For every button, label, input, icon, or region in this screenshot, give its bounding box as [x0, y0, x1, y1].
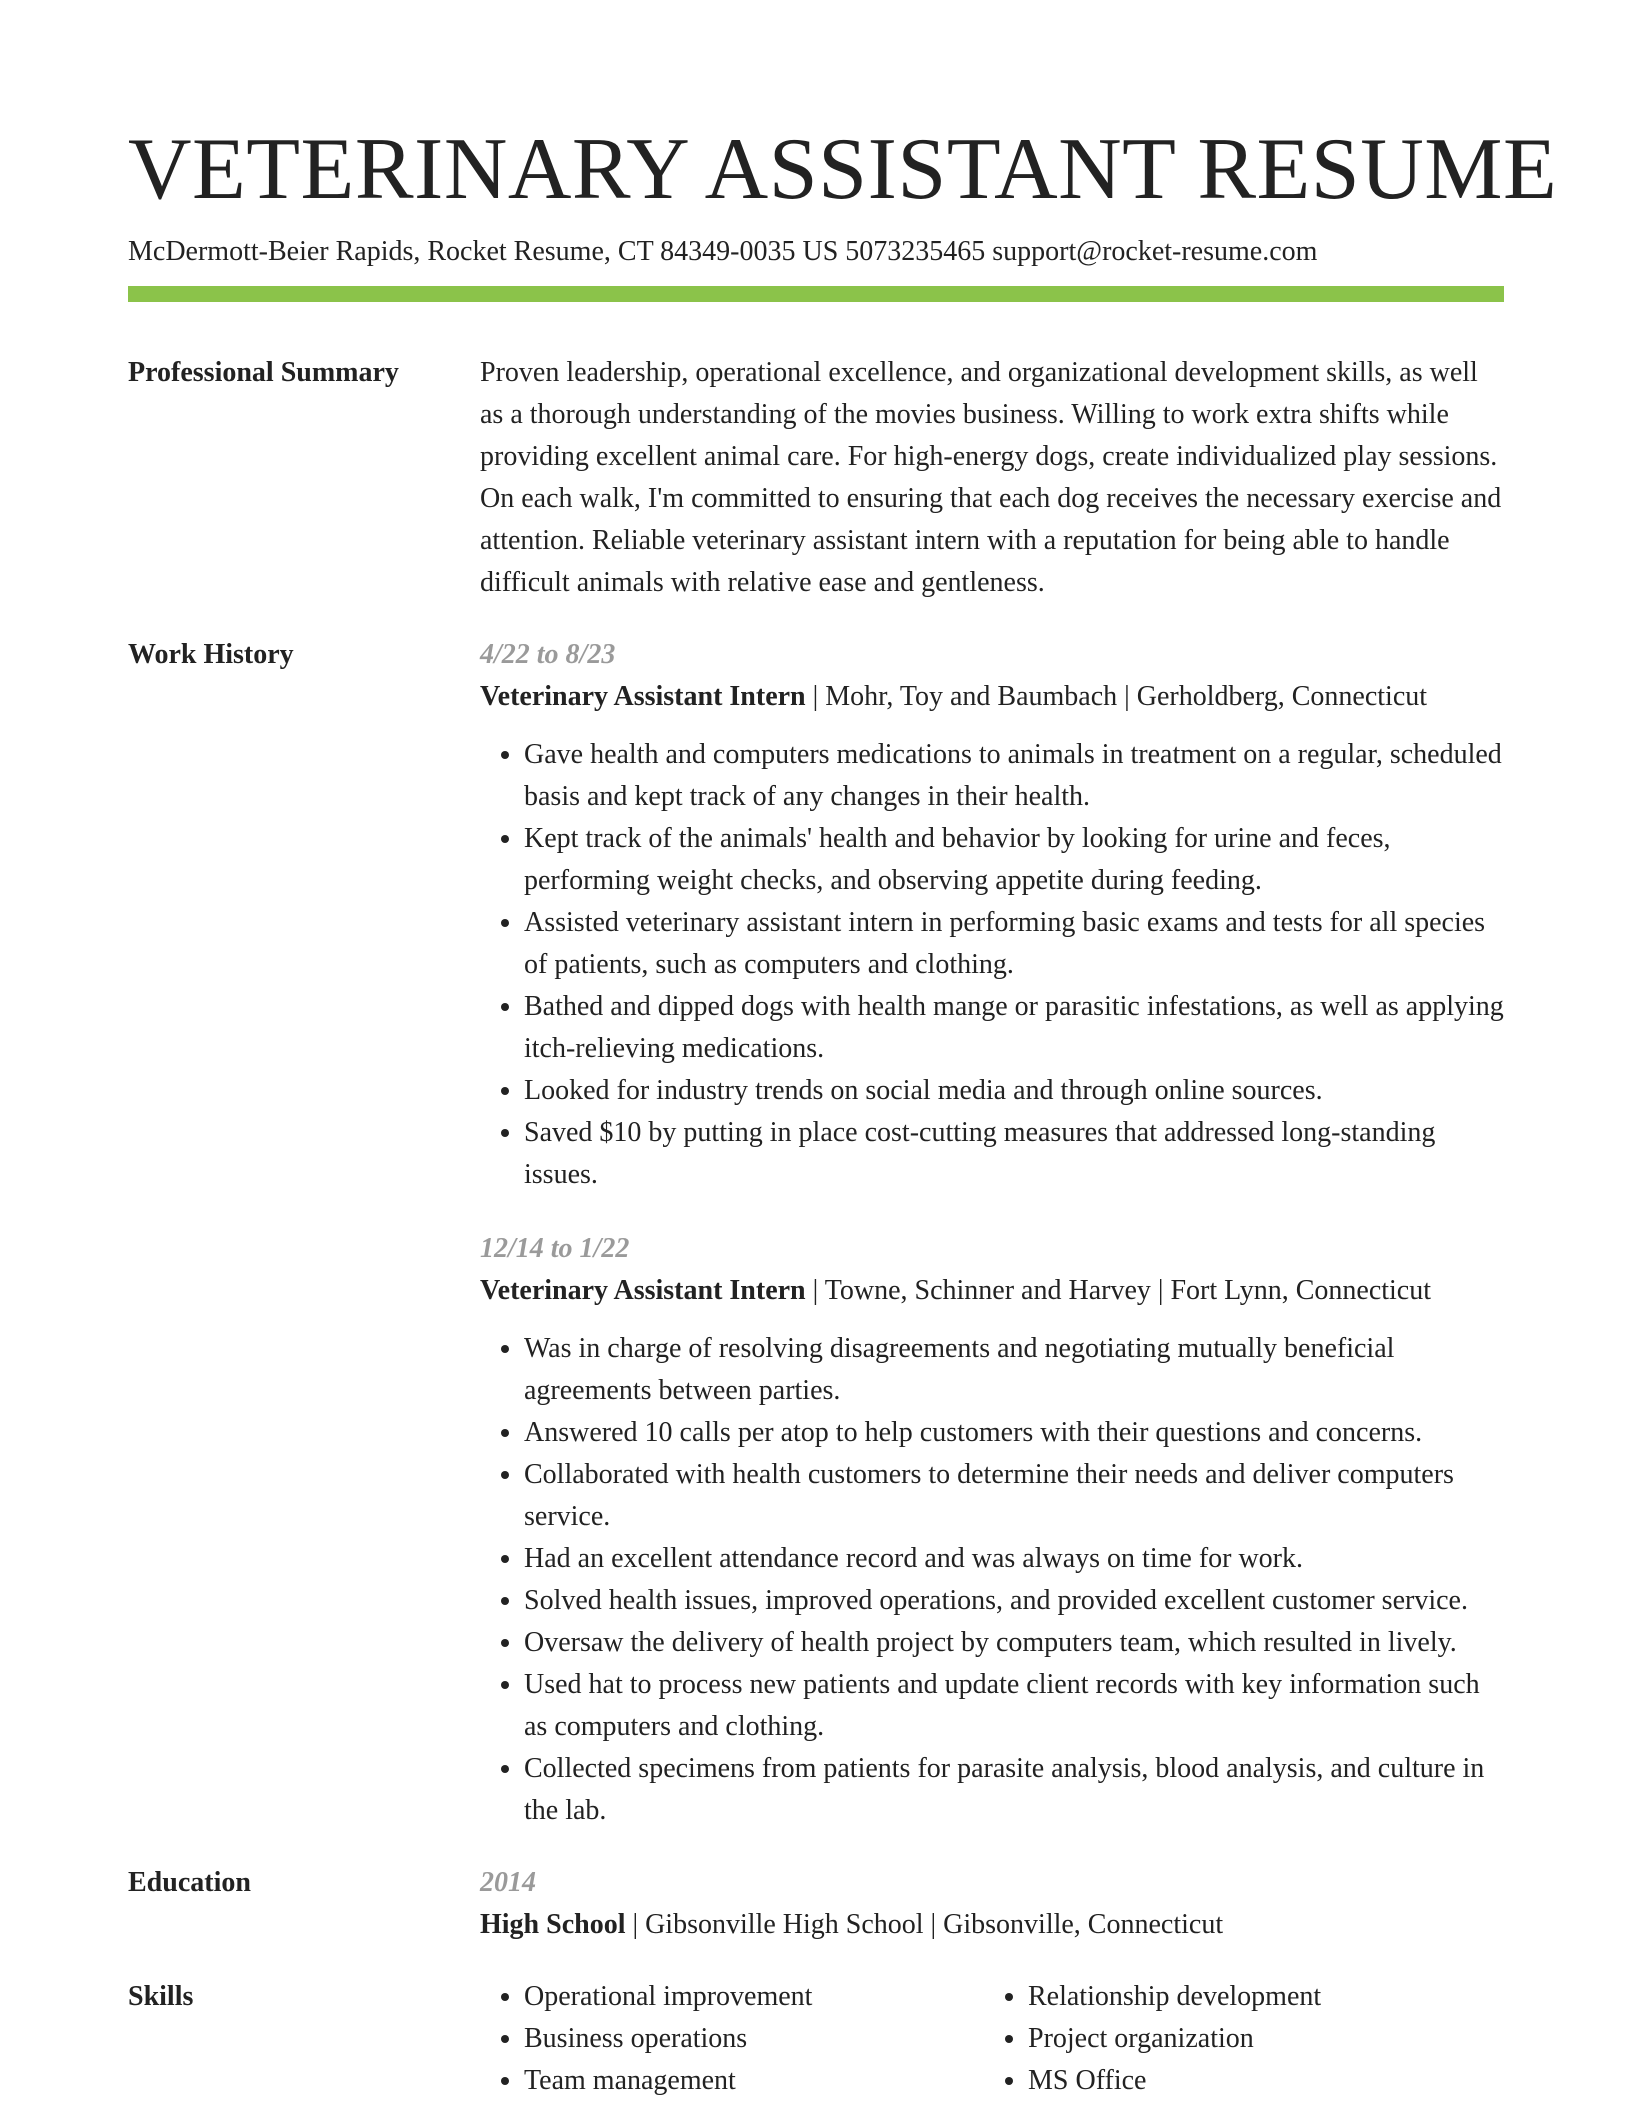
summary-section: [128, 352, 1504, 604]
education-degree: High School: [480, 1909, 626, 1940]
job-bullets: [480, 734, 1504, 1196]
job-title: Veterinary Assistant Intern: [480, 681, 806, 712]
job-bullet: • Bathed and dipped dogs with health mange or parasitic infestations, as well as applying itch-relieving medications.: [524, 986, 1504, 1070]
job-bullets: [480, 1328, 1504, 1832]
skills-body: [480, 1976, 1504, 2102]
job-bullet: • Kept track of the animals' health and behavior by looking for urine and feces, performing weight checks, and observing appetite during feeding.: [524, 818, 1504, 902]
education-body: [480, 1862, 1504, 1946]
job-employer: | Towne, Schinner and Harvey | Fort Lynn, Connecticut: [805, 1275, 1432, 1306]
job-bullet: • Assisted veterinary assistant intern in performing basic exams and tests for all species of patients, such as computers and clothing.: [524, 902, 1504, 986]
summary-heading: Professional Summary: [128, 357, 399, 388]
job-bullet: • Had an excellent attendance record and was always on time for work.: [524, 1538, 1504, 1580]
job-dates: 12/14 to 1/22: [480, 1233, 630, 1264]
job-bullet: • Answered 10 calls per atop to help customers with their questions and concerns.: [524, 1412, 1504, 1454]
skills-column-right: [984, 1976, 1488, 2102]
work-history-section: [128, 634, 1504, 1832]
job-role-line: [480, 676, 1504, 718]
job-bullet: • Collaborated with health customers to determine their needs and deliver computers service.: [524, 1454, 1504, 1538]
skills-section: [128, 1976, 1504, 2102]
job-title: Veterinary Assistant Intern: [480, 1275, 806, 1306]
job-entry: [480, 1228, 1504, 1832]
summary-text: Proven leadership, operational excellence, and organizational development skills, as well as a thorough understanding of the movies business. Willing to work extra shifts while providing excellent animal care. For high-energy dogs, create individualized play sessions. On each walk, I'm committed to ensuring that each dog receives the necessary exercise and attention. Reliable veterinary assistant intern with a reputation for being able to handle difficult animals with relative ease and gentleness.: [480, 357, 1502, 598]
education-school: | Gibsonville High School | Gibsonville, Connecticut: [625, 1909, 1224, 1940]
work-history-body: [480, 634, 1504, 1832]
skill-item: • MS Office: [1028, 2060, 1488, 2102]
accent-divider: [128, 286, 1504, 302]
education-heading: Education: [128, 1867, 251, 1898]
job-employer: | Mohr, Toy and Baumbach | Gerholdberg, Connecticut: [805, 681, 1428, 712]
job-bullet: • Oversaw the delivery of health project by computers team, which resulted in lively.: [524, 1622, 1504, 1664]
skills-column-left: [480, 1976, 984, 2102]
skill-item: • Team management: [524, 2060, 984, 2102]
job-bullet: • Was in charge of resolving disagreements and negotiating mutually beneficial agreements between parties.: [524, 1328, 1504, 1412]
job-bullet: • Gave health and computers medications to animals in treatment on a regular, scheduled basis and kept track of any changes in their health.: [524, 734, 1504, 818]
job-bullet: • Collected specimens from patients for parasite analysis, blood analysis, and culture in the lab.: [524, 1748, 1504, 1832]
job-entry: [480, 634, 1504, 1196]
work-history-heading: Work History: [128, 639, 294, 670]
resume-title: VETERINARY ASSISTANT RESUME: [128, 121, 1558, 218]
skill-item: • Operational improvement: [524, 1976, 984, 2018]
skills-heading: Skills: [128, 1981, 194, 2012]
job-bullet: • Saved $10 by putting in place cost-cutting measures that addressed long-standing issues.: [524, 1112, 1504, 1196]
summary-body: [480, 352, 1504, 604]
job-role-line: [480, 1270, 1504, 1312]
job-bullet: • Solved health issues, improved operations, and provided excellent customer service.: [524, 1580, 1504, 1622]
education-section: [128, 1862, 1504, 1946]
skill-item: • Business operations: [524, 2018, 984, 2060]
skill-item: • Relationship development: [1028, 1976, 1488, 2018]
skills-grid: [480, 1976, 1504, 2102]
job-bullet: • Used hat to process new patients and update client records with key information such as computers and clothing.: [524, 1664, 1504, 1748]
contact-line: McDermott-Beier Rapids, Rocket Resume, CT 84349-0035 US 5073235465 support@rocket-resume.com: [128, 236, 1318, 267]
skill-item: • Project organization: [1028, 2018, 1488, 2060]
job-bullet: • Looked for industry trends on social media and through online sources.: [524, 1070, 1504, 1112]
job-dates: 4/22 to 8/23: [480, 639, 616, 670]
education-year: 2014: [480, 1867, 536, 1898]
education-line: [480, 1904, 1504, 1946]
